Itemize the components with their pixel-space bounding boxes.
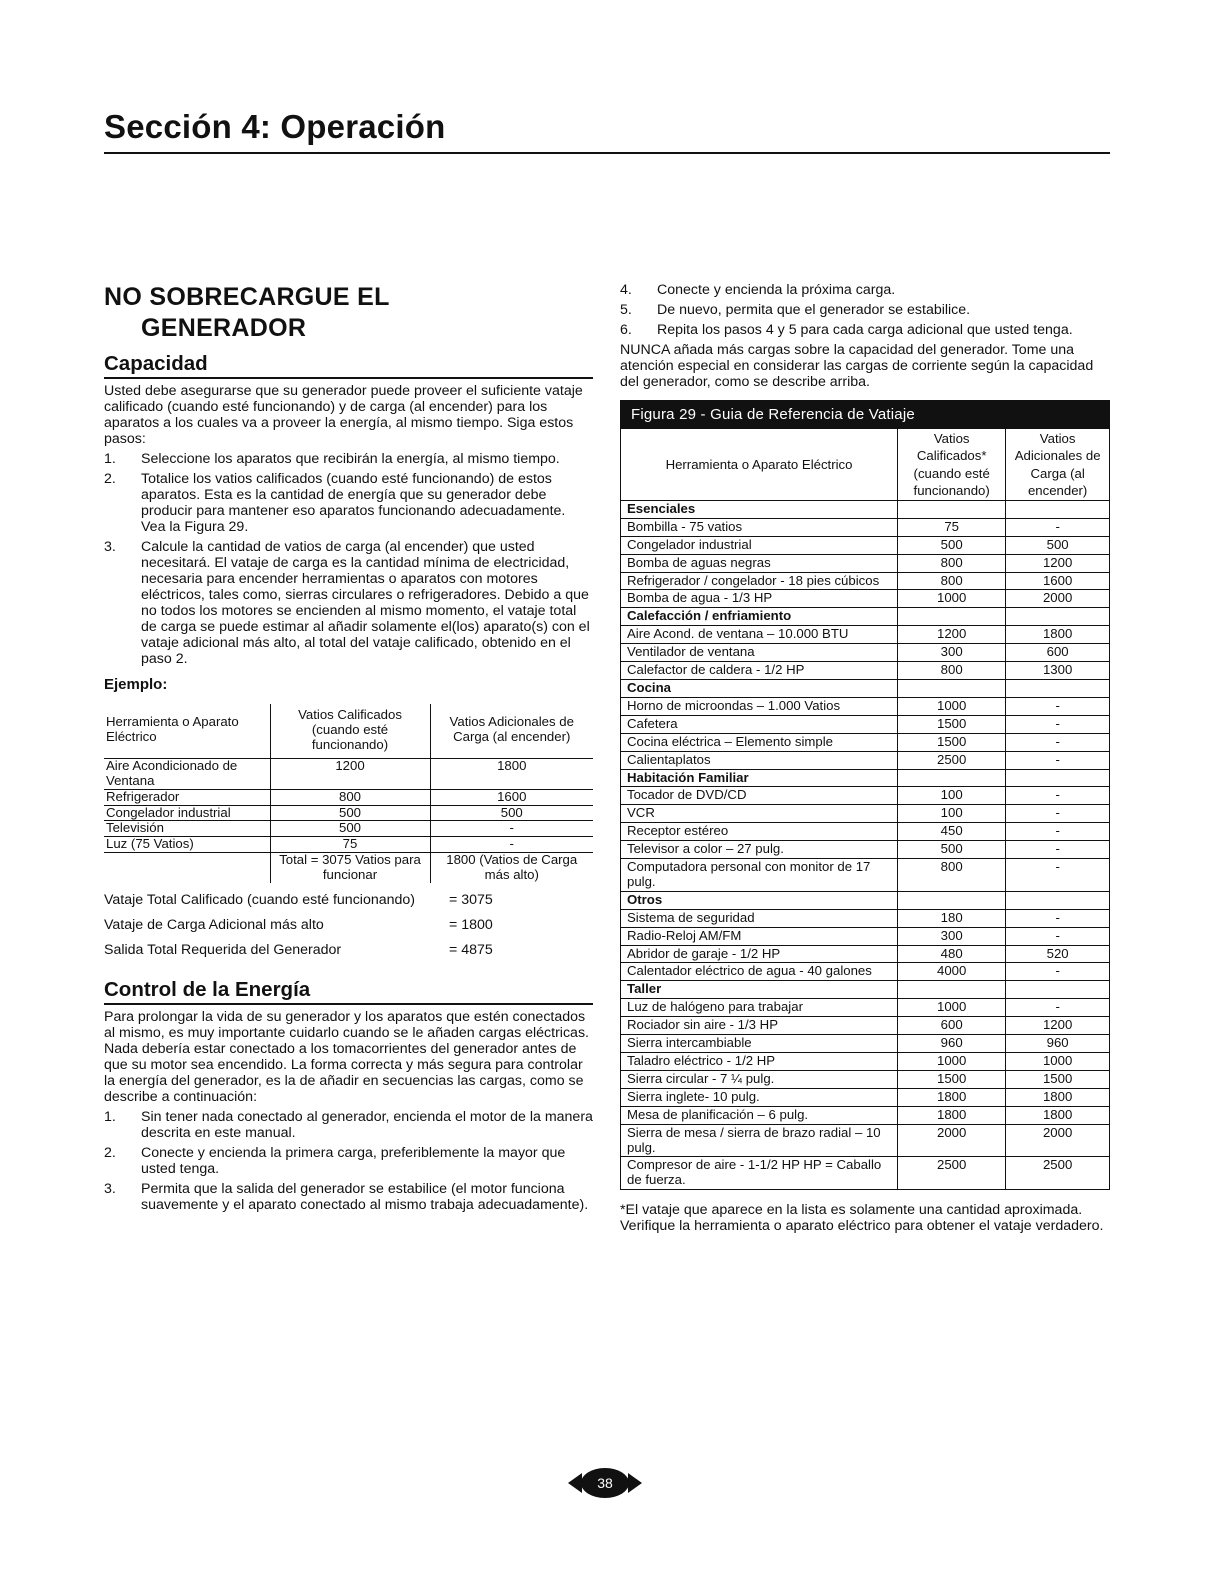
ref-surge-watts xyxy=(1006,500,1109,518)
step-item xyxy=(104,451,593,467)
step-item xyxy=(104,1181,593,1213)
capacity-heading: Capacidad xyxy=(104,352,593,379)
ref-rated-watts: 75 xyxy=(898,518,1006,536)
ref-category-label: Taller xyxy=(621,981,898,999)
table-row xyxy=(621,1017,1109,1035)
ref-rated-watts: 1800 xyxy=(898,1088,1006,1106)
example-cell: - xyxy=(430,837,593,853)
ref-category-row xyxy=(621,891,1109,909)
step-text: Sin tener nada conectado al generador, encienda el motor de la manera descrita en este manual. xyxy=(141,1108,593,1141)
example-cell: 500 xyxy=(430,805,593,821)
overload-warning: NUNCA añada más cargas sobre la capacidad del generador. Tome una atención especial en considerar las cargas de corriente según la capacidad del generador, como se describe arriba. xyxy=(620,342,1094,391)
ref-surge-watts xyxy=(1006,769,1109,787)
ref-surge-watts: - xyxy=(1006,823,1109,841)
ref-item-name: Compresor de aire - 1-1/2 HP HP = Caballo de fuerza. xyxy=(627,1157,882,1188)
step-number: 2. xyxy=(104,470,116,487)
ref-surge-watts: 960 xyxy=(1006,1035,1109,1053)
table-row xyxy=(621,1088,1109,1106)
table-row xyxy=(621,805,1109,823)
ref-rated-watts xyxy=(898,500,1006,518)
table-row xyxy=(621,644,1109,662)
page-number-badge xyxy=(568,1468,642,1498)
ref-item-name: Calefactor de caldera - 1/2 HP xyxy=(621,662,898,680)
ref-category-label: Esenciales xyxy=(621,500,898,518)
ref-surge-watts: - xyxy=(1006,715,1109,733)
table-row xyxy=(621,859,1109,892)
section-heading xyxy=(104,282,593,343)
ref-rated-watts: 300 xyxy=(898,644,1006,662)
ref-surge-watts: 2000 xyxy=(1006,590,1109,608)
table-row xyxy=(621,733,1109,751)
table-row xyxy=(621,590,1109,608)
ref-surge-watts: 1000 xyxy=(1006,1053,1109,1071)
ref-category-row xyxy=(621,608,1109,626)
ref-surge-watts xyxy=(1006,679,1109,697)
section-heading-line1: NO SOBRECARGUE EL xyxy=(104,283,390,311)
ref-item-name: Bombilla - 75 vatios xyxy=(621,518,898,536)
step-text: Repita los pasos 4 y 5 para cada carga adicional que usted tenga. xyxy=(657,322,1073,339)
total-row xyxy=(104,937,593,962)
ref-category-label: Calefacción / enfriamiento xyxy=(621,608,898,626)
table-row xyxy=(621,751,1109,769)
step-number: 5. xyxy=(620,302,632,319)
ref-surge-watts xyxy=(1006,608,1109,626)
step-number: 1. xyxy=(104,450,116,467)
example-cell: Congelador industrial xyxy=(104,805,270,821)
ref-item-name: Radio-Reloj AM/FM xyxy=(621,927,898,945)
ref-category-label: Otros xyxy=(621,891,898,909)
example-cell: 75 xyxy=(270,837,430,853)
ref-surge-watts: 500 xyxy=(1006,536,1109,554)
ref-rated-watts: 1800 xyxy=(898,1106,1006,1124)
ref-surge-watts: 1600 xyxy=(1006,572,1109,590)
ref-item-name: Rociador sin aire - 1/3 HP xyxy=(621,1017,898,1035)
table-row xyxy=(104,821,593,837)
ref-item-name: Ventilador de ventana xyxy=(621,644,898,662)
power-control-intro: Para prolongar la vida de su generador y los aparatos que estén conectados al mismo, es muy importante cuidarlo cuando se le añaden cargas eléctricas. Nada debería estar conectado a los tomacorrientes del generador antes de que su motor sea encendido. La forma correcta y más segura para controlar la energía del generador, es la de añadir en secuencias las cargas, como se describe a continuación: xyxy=(104,1008,589,1105)
ref-surge-watts xyxy=(1006,891,1109,909)
ref-item-name: Calentador eléctrico de agua - 40 galones xyxy=(621,963,898,981)
step-number: 3. xyxy=(104,539,116,556)
ref-category-row xyxy=(621,500,1109,518)
ref-item-name: Sierra de mesa / sierra de brazo radial – 10 pulg. xyxy=(621,1124,898,1157)
ref-item-name: Receptor estéreo xyxy=(621,823,898,841)
ref-rated-watts: 450 xyxy=(898,823,1006,841)
ref-surge-watts: - xyxy=(1006,859,1109,892)
ref-item-name: Sierra circular - 7 ¼ pulg. xyxy=(621,1070,898,1088)
ref-surge-watts: - xyxy=(1006,518,1109,536)
ref-item-name: Bomba de agua - 1/3 HP xyxy=(621,590,898,608)
total-value: = 4875 xyxy=(449,941,493,958)
page-number-arrow xyxy=(568,1473,582,1493)
total-label: Vataje Total Calificado (cuando esté funcionando) xyxy=(104,891,416,908)
ref-item-name: Luz de halógeno para trabajar xyxy=(621,999,898,1017)
ref-rated-watts: 500 xyxy=(898,841,1006,859)
ref-rated-watts: 2000 xyxy=(898,1124,1006,1157)
ref-item-name: Aire Acond. de ventana – 10.000 BTU xyxy=(621,626,898,644)
ref-item-name: Refrigerador / congelador - 18 pies cúbicos xyxy=(621,572,898,590)
ref-surge-watts: - xyxy=(1006,805,1109,823)
wattage-totals xyxy=(104,887,593,962)
table-row xyxy=(621,963,1109,981)
ref-table-body xyxy=(621,500,1109,1189)
table-row xyxy=(621,1157,1109,1189)
capacity-steps xyxy=(104,451,593,668)
step-text: Totalice los vatios calificados (cuando esté funcionando) de estos aparatos. Esta es la cantidad de energía que su generador debe producir para mantener eso aparatos funcionando adecuadamente. Vea la Figura 29. xyxy=(141,470,566,535)
ref-rated-watts xyxy=(898,608,1006,626)
table-row xyxy=(621,1124,1109,1157)
table-row xyxy=(621,1035,1109,1053)
example-cell: Refrigerador xyxy=(104,789,270,805)
ref-col-header: Herramienta o Aparato Eléctrico xyxy=(621,429,898,500)
ref-item-name: Tocador de DVD/CD xyxy=(621,787,898,805)
ref-rated-watts: 600 xyxy=(898,1017,1006,1035)
ref-category-row xyxy=(621,769,1109,787)
example-cell: Aire Acondicionado de Ventana xyxy=(104,758,270,789)
ref-category-label: Cocina xyxy=(621,679,898,697)
ref-surge-watts: - xyxy=(1006,787,1109,805)
table-row xyxy=(621,536,1109,554)
table-row xyxy=(621,518,1109,536)
ref-rated-watts: 1500 xyxy=(898,715,1006,733)
example-cell: 1200 xyxy=(270,758,430,789)
step-text: Conecte y encienda la primera carga, preferiblemente la mayor que usted tenga. xyxy=(141,1145,566,1178)
ref-surge-watts: - xyxy=(1006,963,1109,981)
ref-rated-watts xyxy=(898,769,1006,787)
ref-rated-watts: 300 xyxy=(898,927,1006,945)
page-number: 38 xyxy=(597,1475,613,1491)
example-cell: 800 xyxy=(270,789,430,805)
ref-surge-watts: 1800 xyxy=(1006,1106,1109,1124)
ref-surge-watts: 2000 xyxy=(1006,1124,1109,1157)
table-row xyxy=(621,554,1109,572)
section-heading-line2: GENERADOR xyxy=(141,313,307,342)
table-row xyxy=(621,697,1109,715)
ref-rated-watts: 800 xyxy=(898,572,1006,590)
table-row xyxy=(104,837,593,853)
ref-surge-watts: - xyxy=(1006,927,1109,945)
footnote: *El vataje que aparece en la lista es solamente una cantidad aproximada. Verifique la herramienta o aparato eléctrico para obtener el vataje verdadero. xyxy=(620,1202,1104,1235)
example-table xyxy=(104,704,593,883)
step-item xyxy=(620,322,1110,338)
table-row xyxy=(104,805,593,821)
ref-item-name: Taladro eléctrico - 1/2 HP xyxy=(621,1053,898,1071)
ref-surge-watts: 1800 xyxy=(1006,626,1109,644)
step-number: 3. xyxy=(104,1181,116,1198)
page-number-arrow xyxy=(628,1473,642,1493)
ref-surge-watts: 1500 xyxy=(1006,1070,1109,1088)
table-row xyxy=(621,626,1109,644)
ref-item-name: Congelador industrial xyxy=(621,536,898,554)
step-item xyxy=(104,471,593,535)
example-col-header: Vatios Adicionales de Carga (al encender) xyxy=(430,704,593,758)
ref-col-header: Vatios Calificados* (cuando esté funcionando) xyxy=(898,429,1006,500)
ref-category-label: Habitación Familiar xyxy=(621,769,898,787)
table-row xyxy=(621,787,1109,805)
ref-rated-watts: 180 xyxy=(898,909,1006,927)
ref-rated-watts: 1000 xyxy=(898,1053,1006,1071)
example-cell: 1800 xyxy=(430,758,593,789)
table-row xyxy=(621,662,1109,680)
ref-item-name: Abridor de garaje - 1/2 HP xyxy=(621,945,898,963)
table-row xyxy=(621,1106,1109,1124)
step-number: 4. xyxy=(620,282,632,298)
right-column xyxy=(620,282,1110,1234)
ref-rated-watts: 500 xyxy=(898,536,1006,554)
example-total-surge: 1800 (Vatios de Carga más alto) xyxy=(430,853,593,883)
table-row xyxy=(621,999,1109,1017)
ref-rated-watts xyxy=(898,891,1006,909)
example-col-header: Herramienta o Aparato Eléctrico xyxy=(104,704,270,758)
ref-item-name: Calientaplatos xyxy=(621,751,898,769)
example-total-row xyxy=(104,853,593,883)
ref-surge-watts: 1800 xyxy=(1006,1088,1109,1106)
step-item xyxy=(104,1145,593,1177)
power-control-heading: Control de la Energía xyxy=(104,978,593,1005)
step-text: De nuevo, permita que el generador se estabilice. xyxy=(657,302,971,319)
table-row xyxy=(621,715,1109,733)
ref-rated-watts: 4000 xyxy=(898,963,1006,981)
ref-category-row xyxy=(621,679,1109,697)
example-heading: Ejemplo: xyxy=(104,676,168,694)
ref-rated-watts: 1000 xyxy=(898,999,1006,1017)
example-cell: Televisión xyxy=(104,821,270,837)
step-number: 1. xyxy=(104,1108,116,1125)
ref-rated-watts: 1200 xyxy=(898,626,1006,644)
example-cell: Luz (75 Vatios) xyxy=(104,837,270,853)
ref-rated-watts: 2500 xyxy=(898,751,1006,769)
ref-item-name: Bomba de aguas negras xyxy=(621,554,898,572)
ref-surge-watts: - xyxy=(1006,697,1109,715)
ref-surge-watts: - xyxy=(1006,733,1109,751)
ref-surge-watts: - xyxy=(1006,909,1109,927)
ref-rated-watts: 1500 xyxy=(898,733,1006,751)
table-row xyxy=(621,572,1109,590)
ref-surge-watts xyxy=(1006,981,1109,999)
wattage-reference-table xyxy=(621,429,1109,1189)
ref-item-name: Sierra inglete- 10 pulg. xyxy=(621,1088,898,1106)
ref-rated-watts: 100 xyxy=(898,787,1006,805)
step-item xyxy=(620,302,1110,318)
ref-surge-watts: 1200 xyxy=(1006,1017,1109,1035)
ref-rated-watts xyxy=(898,679,1006,697)
step-text: Calcule la cantidad de vatios de carga (al encender) que usted necesitará. El vataje de carga es la cantidad mínima de electricidad, necesaria para encender herramientas o aparatos con motores eléctricos, tales como, sierras circulares o refrigeradores. Debido a que no todos los motores se encienden al mismo momento, el vataje total de carga se puede estimar al añadir solamente el(los) aparato(s) con el vataje adicional más alto, al total del vataje calificado, obtenido en el paso 2. xyxy=(141,539,590,668)
table-row xyxy=(104,758,593,789)
ref-item-name: Cocina eléctrica – Elemento simple xyxy=(621,733,898,751)
table-row xyxy=(104,789,593,805)
table-row xyxy=(621,841,1109,859)
page-title: Sección 4: Operación xyxy=(104,108,446,145)
figure-title: Figura 29 - Guia de Referencia de Vatiaje xyxy=(621,401,1109,429)
ref-surge-watts: 520 xyxy=(1006,945,1109,963)
example-cell: 500 xyxy=(270,821,430,837)
example-col-header: Vatios Calificados (cuando esté funcionando) xyxy=(270,704,430,758)
ref-rated-watts: 2500 xyxy=(898,1157,1006,1189)
total-value: = 3075 xyxy=(449,891,493,908)
table-row xyxy=(621,1070,1109,1088)
step-text: Conecte y encienda la próxima carga. xyxy=(657,282,896,298)
capacity-intro: Usted debe asegurarse que su generador puede proveer el suficiente vataje calificado (cuando esté funcionando) y de carga (al encender) para los aparatos a los cuales va a proveer la energía, al mismo tiempo. Siga estos pasos: xyxy=(104,382,583,447)
ref-item-name: Computadora personal con monitor de 17 pulg. xyxy=(621,859,898,892)
ref-col-header: Vatios Adicionales de Carga (al encender) xyxy=(1006,429,1109,500)
ref-surge-watts: - xyxy=(1006,751,1109,769)
step-text: Permita que la salida del generador se estabilice (el motor funciona suavemente y el aparato conectado al mismo trabaja adecuadamente). xyxy=(141,1181,589,1214)
ref-item-name: Mesa de planificación – 6 pulg. xyxy=(621,1106,898,1124)
ref-surge-watts: 600 xyxy=(1006,644,1109,662)
example-cell: 500 xyxy=(270,805,430,821)
ref-rated-watts: 800 xyxy=(898,859,1006,892)
ref-rated-watts: 960 xyxy=(898,1035,1006,1053)
ref-rated-watts: 1000 xyxy=(898,590,1006,608)
step-number: 6. xyxy=(620,322,632,339)
ref-item-name: Horno de microondas – 1.000 Vatios xyxy=(621,697,898,715)
table-row xyxy=(621,927,1109,945)
ref-surge-watts: 2500 xyxy=(1006,1157,1109,1189)
ref-rated-watts: 800 xyxy=(898,662,1006,680)
ref-surge-watts: - xyxy=(1006,999,1109,1017)
total-label: Salida Total Requerida del Generador xyxy=(104,941,342,958)
ref-rated-watts: 1000 xyxy=(898,697,1006,715)
table-row xyxy=(621,945,1109,963)
ref-rated-watts: 1500 xyxy=(898,1070,1006,1088)
power-control-steps-continued xyxy=(620,282,1110,338)
ref-category-row xyxy=(621,981,1109,999)
ref-item-name: Sierra intercambiable xyxy=(621,1035,898,1053)
example-cell: - xyxy=(430,821,593,837)
wattage-reference-figure xyxy=(620,400,1110,1190)
step-text: Seleccione los aparatos que recibirán la energía, al mismo tiempo. xyxy=(141,450,560,467)
example-total-rated: Total = 3075 Vatios para funcionar xyxy=(270,853,430,883)
title-rule xyxy=(104,152,1110,154)
step-item xyxy=(104,539,593,667)
ref-surge-watts: 1200 xyxy=(1006,554,1109,572)
table-row xyxy=(621,909,1109,927)
ref-rated-watts: 800 xyxy=(898,554,1006,572)
example-cell: 1600 xyxy=(430,789,593,805)
ref-rated-watts xyxy=(898,981,1006,999)
ref-item-name: Televisor a color – 27 pulg. xyxy=(621,841,898,859)
ref-rated-watts: 480 xyxy=(898,945,1006,963)
table-row xyxy=(621,1053,1109,1071)
ref-surge-watts: - xyxy=(1006,841,1109,859)
ref-surge-watts: 1300 xyxy=(1006,662,1109,680)
table-row xyxy=(621,823,1109,841)
total-row xyxy=(104,887,593,912)
step-number: 2. xyxy=(104,1145,116,1162)
ref-item-name: VCR xyxy=(621,805,898,823)
step-item xyxy=(104,1109,593,1141)
left-column xyxy=(104,282,593,1217)
total-row xyxy=(104,912,593,937)
ref-item-name: Cafetera xyxy=(621,715,898,733)
ref-rated-watts: 100 xyxy=(898,805,1006,823)
power-control-steps xyxy=(104,1109,593,1213)
total-value: = 1800 xyxy=(449,916,493,933)
total-label: Vataje de Carga Adicional más alto xyxy=(104,916,324,933)
ref-item-name: Sistema de seguridad xyxy=(621,909,898,927)
step-item xyxy=(620,282,1110,298)
